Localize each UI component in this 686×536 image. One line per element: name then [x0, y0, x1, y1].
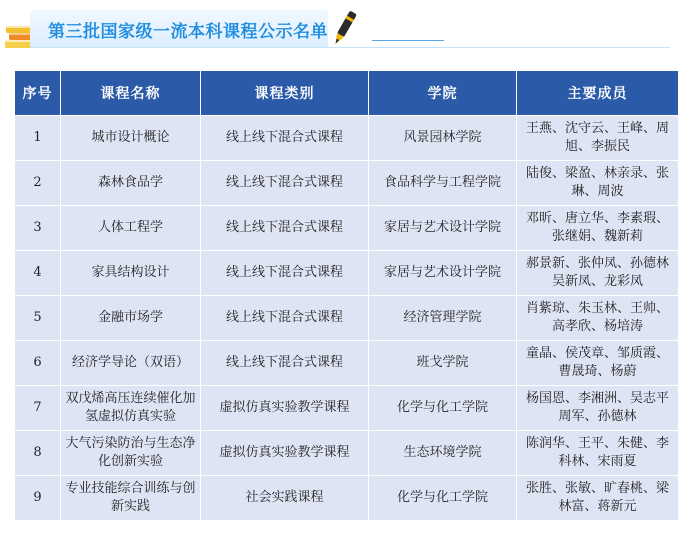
cell-members: 张胜、张敏、旷春桃、梁林富、蒋新元 — [517, 476, 679, 521]
title-accent-line — [372, 40, 444, 41]
course-table-container — [14, 70, 678, 521]
table-row — [15, 251, 679, 296]
cell-no: 7 — [15, 386, 61, 431]
cell-college: 化学与化工学院 — [369, 386, 517, 431]
cell-type: 线上线下混合式课程 — [201, 296, 369, 341]
cell-course: 大气污染防治与生态净化创新实验 — [61, 431, 201, 476]
header-banner — [0, 0, 686, 56]
cell-members: 童晶、侯茂章、邹质霞、曹晟琦、杨蔚 — [517, 341, 679, 386]
table-row — [15, 161, 679, 206]
table-row — [15, 386, 679, 431]
table-row — [15, 476, 679, 521]
cell-type: 社会实践课程 — [201, 476, 369, 521]
cell-course: 双戊烯高压连续催化加氢虚拟仿真实验 — [61, 386, 201, 431]
col-header-college: 学院 — [369, 71, 517, 116]
cell-no: 6 — [15, 341, 61, 386]
cell-members: 陈润华、王平、朱健、李科林、宋雨夏 — [517, 431, 679, 476]
cell-type: 虚拟仿真实验教学课程 — [201, 431, 369, 476]
pen-icon — [330, 8, 358, 50]
cell-course: 专业技能综合训练与创新实践 — [61, 476, 201, 521]
table-row — [15, 116, 679, 161]
cell-course: 人体工程学 — [61, 206, 201, 251]
table-row — [15, 431, 679, 476]
cell-no: 4 — [15, 251, 61, 296]
cell-college: 家居与艺术设计学院 — [369, 206, 517, 251]
cell-members: 陆俊、梁盈、林亲录、张琳、周波 — [517, 161, 679, 206]
cell-no: 2 — [15, 161, 61, 206]
cell-college: 家居与艺术设计学院 — [369, 251, 517, 296]
cell-course: 金融市场学 — [61, 296, 201, 341]
cell-members: 王燕、沈守云、王峰、周旭、李振民 — [517, 116, 679, 161]
cell-no: 8 — [15, 431, 61, 476]
cell-type: 线上线下混合式课程 — [201, 341, 369, 386]
cell-course: 城市设计概论 — [61, 116, 201, 161]
cell-college: 化学与化工学院 — [369, 476, 517, 521]
cell-course: 森林食品学 — [61, 161, 201, 206]
cell-college: 生态环境学院 — [369, 431, 517, 476]
cell-college: 经济管理学院 — [369, 296, 517, 341]
cell-type: 虚拟仿真实验教学课程 — [201, 386, 369, 431]
table-row — [15, 296, 679, 341]
col-header-type: 课程类别 — [201, 71, 369, 116]
title-divider — [30, 47, 670, 48]
cell-members: 杨国恩、李湘洲、吴志平周军、孙德林 — [517, 386, 679, 431]
col-header-members: 主要成员 — [517, 71, 679, 116]
cell-course: 家具结构设计 — [61, 251, 201, 296]
cell-college: 食品科学与工程学院 — [369, 161, 517, 206]
cell-members: 邓昕、唐立华、李素瑕、张继娟、魏新莉 — [517, 206, 679, 251]
cell-no: 1 — [15, 116, 61, 161]
cell-members: 郝景新、张仲凤、孙德林吴新凤、龙彩凤 — [517, 251, 679, 296]
table-row — [15, 206, 679, 251]
table-row — [15, 341, 679, 386]
course-table — [14, 70, 679, 521]
cell-type: 线上线下混合式课程 — [201, 116, 369, 161]
cell-type: 线上线下混合式课程 — [201, 251, 369, 296]
cell-no: 3 — [15, 206, 61, 251]
cell-no: 5 — [15, 296, 61, 341]
col-header-course: 课程名称 — [61, 71, 201, 116]
page-title: 第三批国家级一流本科课程公示名单 — [48, 22, 328, 42]
cell-college: 风景园林学院 — [369, 116, 517, 161]
col-header-no: 序号 — [15, 71, 61, 116]
cell-type: 线上线下混合式课程 — [201, 206, 369, 251]
cell-course: 经济学导论（双语） — [61, 341, 201, 386]
cell-college: 班戈学院 — [369, 341, 517, 386]
cell-no: 9 — [15, 476, 61, 521]
table-header-row — [15, 71, 679, 116]
cell-type: 线上线下混合式课程 — [201, 161, 369, 206]
cell-members: 肖紫琼、朱玉林、王帅、高孝欣、杨培涛 — [517, 296, 679, 341]
